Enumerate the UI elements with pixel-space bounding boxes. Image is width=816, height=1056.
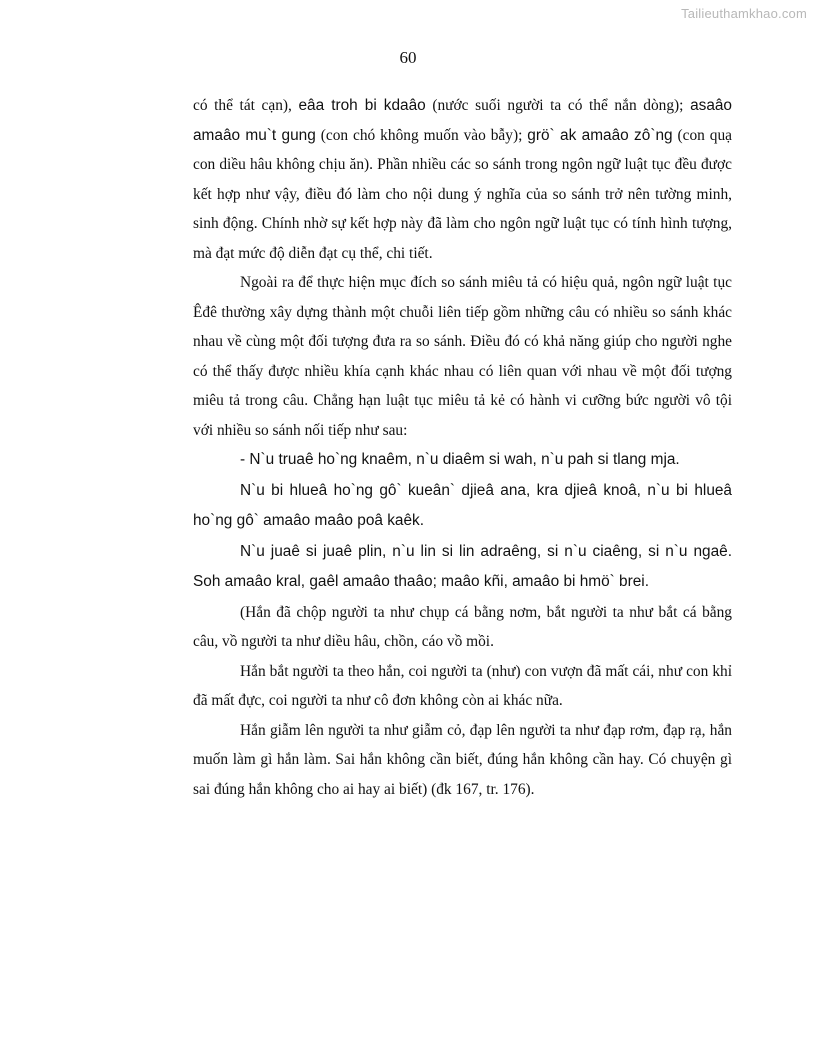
- translation-3: Hắn giẫm lên người ta như giẫm cỏ, đạp lên người ta như đạp rơm, đạp rạ, hắn muốn làm gì hắn làm. Sai hắn không cần biết, đúng hắn không cần hay. Có chuyện gì sai đúng hắn không cho ai hay ai biết) (đk 167, tr. 176).: [193, 721, 732, 798]
- ede-phrase: asaâo amaâo mu`t gung: [193, 97, 732, 144]
- ede-quote-2: N`u bi hlueâ ho`ng gô` kueân` djieâ ana, kra djieâ knoâ, n`u bi hlueâ ho`ng gô` amaâo maâo poâ kaêk.: [193, 481, 732, 529]
- text-run: (con chó không muốn vào bẫy);: [315, 126, 528, 144]
- translation-1: (Hắn đã chộp người ta như chụp cá bằng nơm, bắt người ta như bắt cá bằng câu, vồ người ta như diều hâu, chồn, cáo vồ mồi.: [193, 603, 732, 650]
- paragraph: Ngoài ra để thực hiện mục đích so sánh miêu tả có hiệu quả, ngôn ngữ luật tục Êđê thường xây dựng thành một chuỗi liên tiếp gồm những câu có nhiều so sánh khác nhau về cùng một đối tượng đưa ra so sánh. Điều đó có khả năng giúp cho người nghe có thể thấy được nhiều khía cạnh khác nhau có liên quan với nhau về một đối tượng miêu tả trong câu. Chẳng hạn luật tục miêu tả kẻ có hành vi cưỡng bức người vô tội với nhiều so sánh nối tiếp như sau:: [193, 274, 732, 439]
- watermark: Tailieuthamkhao.com: [681, 6, 807, 21]
- text-run: (con quạ con diều hâu không chịu ăn). Phần nhiều các so sánh trong ngôn ngữ luật tục đều được kết hợp như vậy, điều đó làm cho nội dung ý nghĩa của so sánh trở nên tường minh, sinh động. Chính nhờ sự kết hợp này đã làm cho ngôn ngữ luật tục có tính hình tượng, mà đạt mức độ diễn đạt cụ thể, chi tiết.: [193, 126, 732, 262]
- translation-2: Hắn bắt người ta theo hắn, coi người ta (như) con vượn đã mất cái, như con khỉ đã mất đực, coi người ta như cô đơn không còn ai khác nữa.: [193, 662, 732, 709]
- ede-phrase: grö` ak amaâo zô`ng: [527, 126, 673, 144]
- ede-quote-3: N`u juaê si juaê plin, n`u lin si lin adraêng, si n`u ciaêng, si n`u ngaê. Soh amaâo kral, gaêl amaâo thaâo; maâo kñi, amaâo bi hmö` brei.: [193, 542, 732, 590]
- paragraph-continuation: [193, 91, 732, 268]
- ede-phrase: eâa troh bi kdaâo: [298, 97, 426, 114]
- text-run: có thể tát cạn),: [193, 97, 299, 114]
- document-body: [193, 91, 732, 804]
- text-run: (nước suối người ta có thể nắn dòng);: [425, 97, 691, 114]
- ede-quote-1: - N`u truaê ho`ng knaêm, n`u diaêm si wah, n`u pah si tlang mja.: [240, 451, 680, 468]
- page-number: 60: [399, 48, 417, 67]
